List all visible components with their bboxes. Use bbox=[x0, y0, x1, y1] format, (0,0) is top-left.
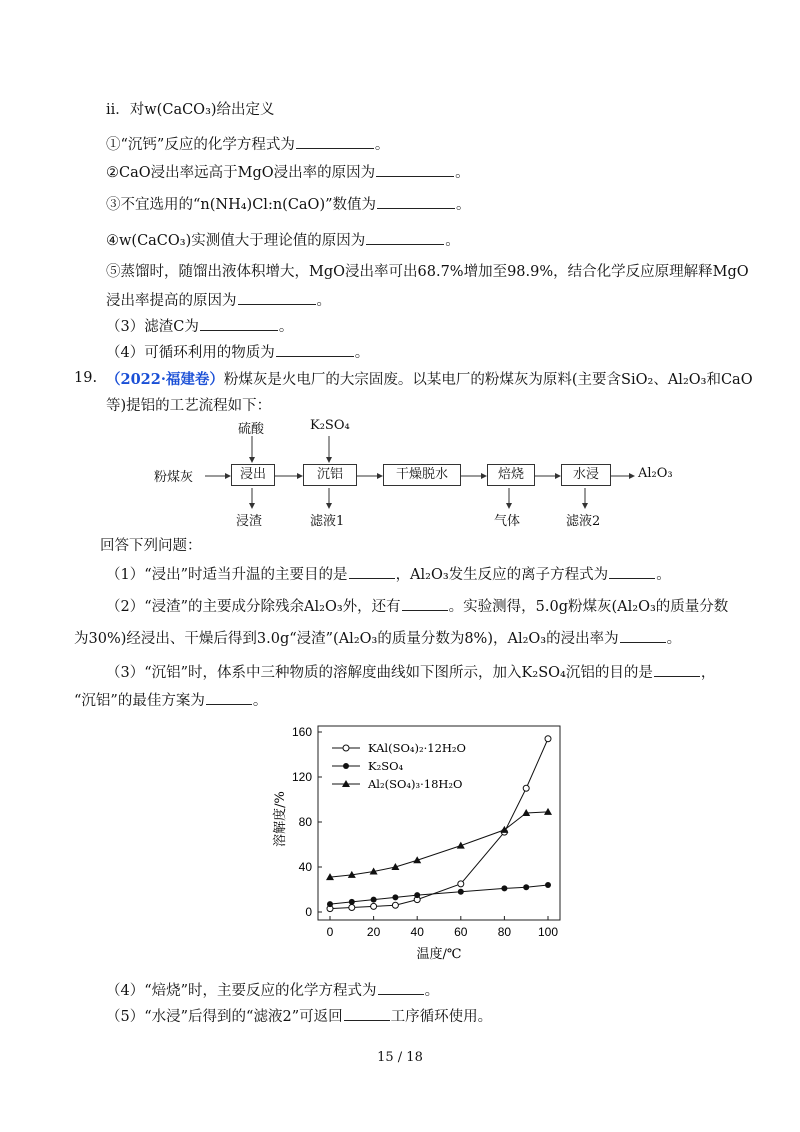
x-tick-label: 80 bbox=[497, 925, 512, 939]
flow-product: 气体 bbox=[494, 514, 521, 529]
y-tick-label: 0 bbox=[305, 905, 312, 919]
data-point bbox=[523, 785, 529, 791]
flow-input: 粉煤灰 bbox=[154, 470, 194, 485]
x-tick-label: 40 bbox=[410, 925, 424, 939]
source-tag: （2022·福建卷） bbox=[106, 371, 224, 388]
question-stem: （2022·福建卷）粉煤灰是火电厂的大宗固废。以某电厂的粉煤灰为原料(主要含SiO₂、Al₂O₃和CaO bbox=[106, 371, 753, 388]
answer-blank[interactable] bbox=[609, 564, 655, 579]
y-tick-label: 120 bbox=[291, 770, 312, 784]
answer-blank[interactable] bbox=[366, 230, 444, 245]
flow-product: 滤液1 bbox=[310, 514, 345, 529]
x-axis-label: 温度/℃ bbox=[416, 947, 462, 962]
series-line bbox=[330, 739, 548, 909]
page-number: 15 / 18 bbox=[377, 1050, 423, 1065]
question-number: 19. bbox=[74, 370, 98, 386]
sub-question-3: （3）“沉铝”时，体系中三种物质的溶解度曲线如下图所示，加入K₂SO₄沉铝的目的是 ， bbox=[106, 662, 715, 683]
sub-question-2: （2）“浸渣”的主要成分除残余Al₂O₃外，还有 。实验测得，5.0g粉煤灰(Al₂O₃的质量分数 bbox=[106, 596, 728, 617]
flow-output: Al₂O₃ bbox=[638, 466, 673, 481]
answer-blank[interactable] bbox=[402, 596, 448, 611]
data-point bbox=[501, 885, 507, 891]
sub-question-2-cont: 为30%)经浸出、干燥后得到3.0g“浸渣”(Al₂O₃的质量分数为8%)，Al₂O₃的浸出率为 。 bbox=[74, 628, 681, 649]
question-line: 浸出率提高的原因为 。 bbox=[106, 290, 331, 311]
data-point bbox=[545, 736, 551, 742]
data-point bbox=[327, 901, 333, 907]
answer-blank[interactable] bbox=[238, 290, 316, 305]
x-tick-label: 0 bbox=[326, 925, 334, 939]
answer-blank[interactable] bbox=[376, 162, 454, 177]
line-ii-definition: ii．对w(CaCO₃)给出定义 bbox=[106, 102, 275, 118]
question-stem: 等)提铝的工艺流程如下： bbox=[106, 398, 272, 414]
y-axis-label: 溶解度/% bbox=[273, 791, 288, 847]
flow-step-roast: 焙烧 bbox=[487, 464, 535, 486]
question-line: ①“沉钙”反应的化学方程式为 。 bbox=[106, 134, 389, 155]
y-tick-label: 160 bbox=[291, 725, 312, 739]
flow-step-leach: 浸出 bbox=[231, 464, 275, 486]
flow-step-precipitate: 沉铝 bbox=[303, 464, 357, 486]
legend-marker bbox=[343, 763, 349, 769]
flow-product: 滤液2 bbox=[566, 514, 601, 529]
flow-reagent-acid: 硫酸 bbox=[238, 422, 265, 437]
y-tick-label: 80 bbox=[298, 815, 312, 829]
question-line: ⑤蒸馏时，随馏出液体积增大，MgO浸出率可出68.7%增加至98.9%，结合化学反应原理解释MgO bbox=[106, 264, 749, 280]
legend-marker bbox=[343, 745, 349, 751]
series-line bbox=[330, 885, 548, 904]
sub-question-3-cont: “沉铝”的最佳方案为 。 bbox=[74, 690, 267, 711]
solubility-chart-svg bbox=[270, 716, 570, 972]
flow-step-dry: 干燥脱水 bbox=[383, 464, 461, 486]
question-line: ④w(CaCO₃)实测值大于理论值的原因为 。 bbox=[106, 230, 460, 251]
x-tick-label: 20 bbox=[366, 925, 381, 939]
process-flow-diagram bbox=[150, 416, 710, 529]
answer-blank[interactable] bbox=[206, 690, 252, 705]
answer-blank[interactable] bbox=[620, 628, 666, 643]
data-point bbox=[349, 899, 355, 905]
flow-reagent-k2so4: K₂SO₄ bbox=[310, 418, 350, 433]
question-line: ③不宜选用的“n(NH₄)Cl:n(CaO)”数值为 。 bbox=[106, 194, 471, 215]
answer-prompt: 回答下列问题： bbox=[100, 538, 202, 554]
data-point bbox=[458, 889, 464, 895]
data-point bbox=[371, 903, 377, 909]
solubility-chart bbox=[270, 716, 570, 972]
answer-blank[interactable] bbox=[296, 134, 374, 149]
sub-question-5: （5）“水浸”后得到的“滤液2”可返回 工序循环使用。 bbox=[106, 1006, 492, 1027]
answer-blank[interactable] bbox=[276, 342, 354, 357]
flow-product: 浸渣 bbox=[236, 514, 263, 529]
x-tick-label: 100 bbox=[537, 925, 559, 939]
data-point bbox=[392, 902, 398, 908]
answer-blank[interactable] bbox=[349, 564, 395, 579]
data-point bbox=[349, 905, 355, 911]
plot-frame bbox=[318, 726, 560, 920]
legend-label: Al₂(SO₄)₃·18H₂O bbox=[368, 777, 463, 791]
sub-question-1: （1）“浸出”时适当升温的主要目的是 ，Al₂O₃发生反应的离子方程式为 。 bbox=[106, 564, 671, 585]
question-line: （3）滤渣C为 。 bbox=[106, 316, 293, 337]
data-point bbox=[414, 892, 420, 898]
y-tick-label: 40 bbox=[298, 860, 312, 874]
data-point bbox=[371, 897, 377, 903]
data-point bbox=[392, 894, 398, 900]
question-line: ②CaO浸出率远高于MgO浸出率的原因为 。 bbox=[106, 162, 470, 183]
answer-blank[interactable] bbox=[200, 316, 278, 331]
legend-label: K₂SO₄ bbox=[368, 759, 404, 773]
answer-blank[interactable] bbox=[377, 194, 455, 209]
flow-step-water-leach: 水浸 bbox=[561, 464, 611, 486]
data-point bbox=[544, 808, 552, 815]
series-line bbox=[330, 812, 548, 877]
answer-blank[interactable] bbox=[654, 662, 700, 677]
data-point bbox=[545, 882, 551, 888]
legend-label: KAl(SO₄)₂·12H₂O bbox=[368, 741, 466, 755]
data-point bbox=[458, 881, 464, 887]
data-point bbox=[523, 884, 529, 890]
question-line: （4）可循环利用的物质为 。 bbox=[106, 342, 369, 363]
sub-question-4: （4）“焙烧”时，主要反应的化学方程式为 。 bbox=[106, 980, 439, 1001]
answer-blank[interactable] bbox=[378, 980, 424, 995]
answer-blank[interactable] bbox=[344, 1006, 390, 1021]
x-tick-label: 60 bbox=[454, 925, 468, 939]
